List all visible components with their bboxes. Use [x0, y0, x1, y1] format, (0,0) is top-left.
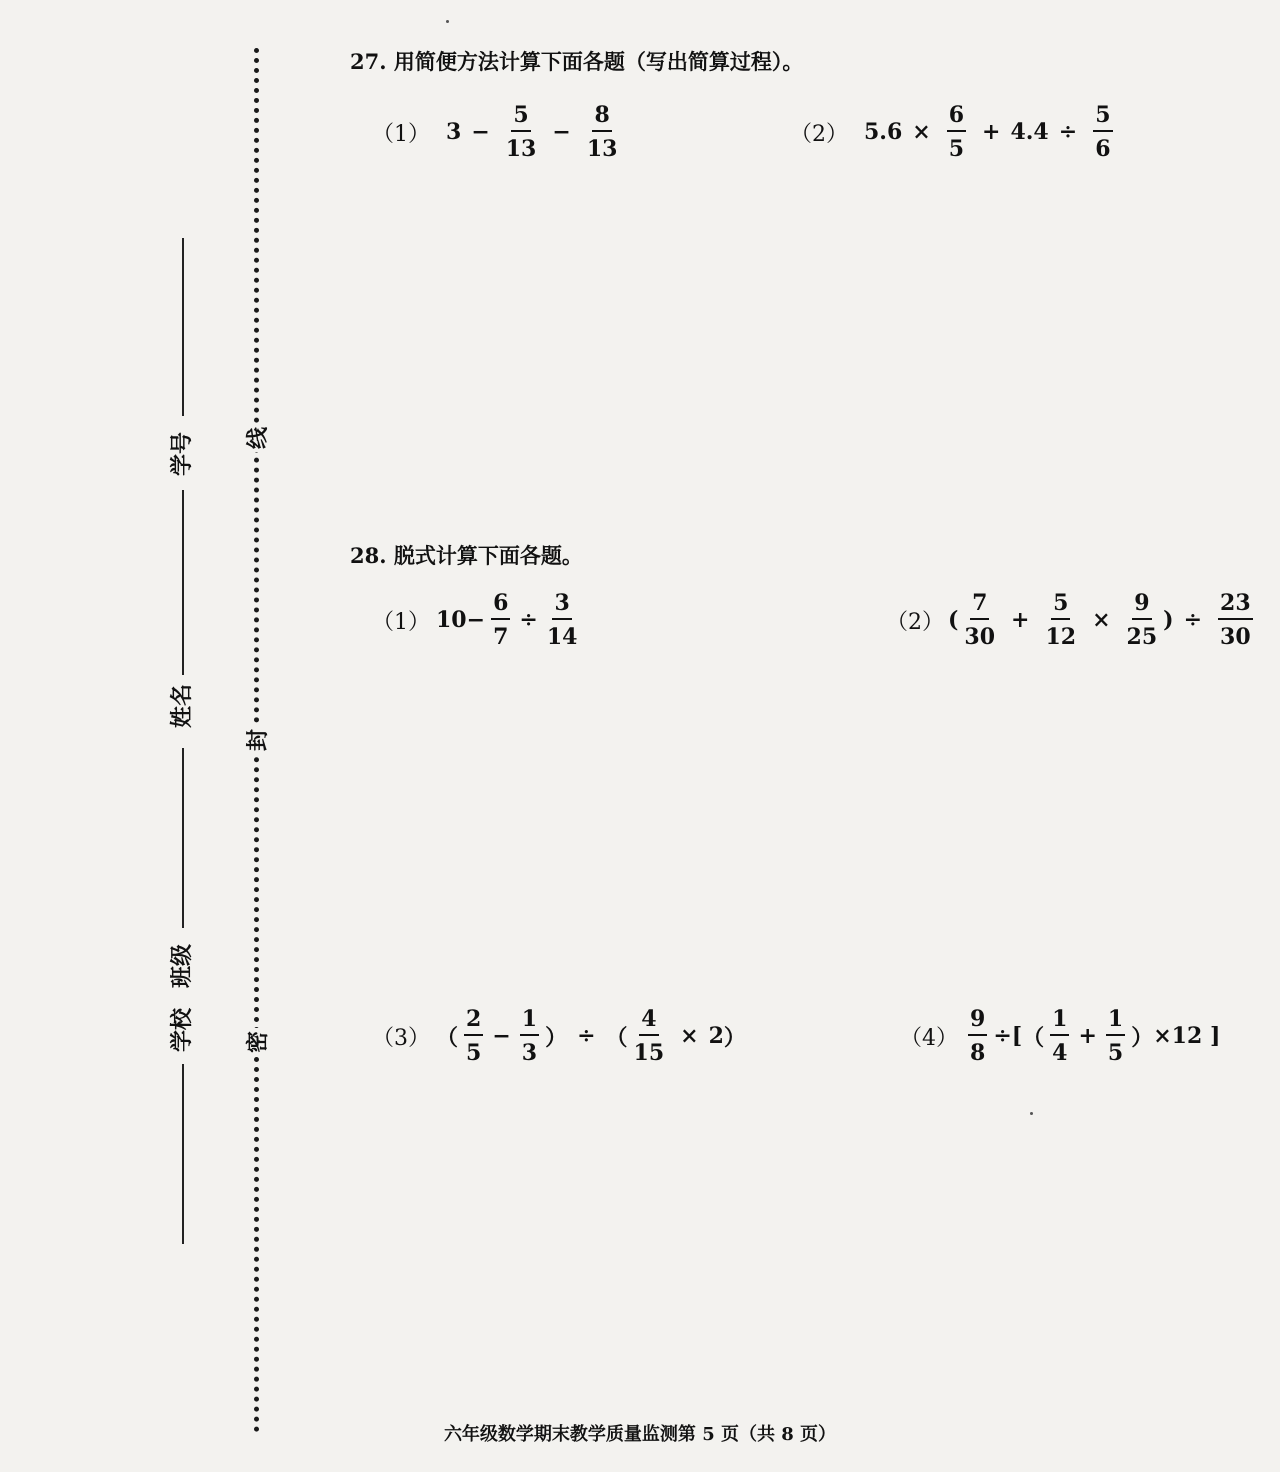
- q27-title: 27. 用简便方法计算下面各题（写出简算过程）。: [350, 49, 804, 74]
- numerator: 5: [511, 104, 530, 132]
- school-label: 学校: [169, 1008, 195, 1053]
- open-paren: （: [605, 1024, 628, 1051]
- q28-problem-2: [886, 592, 1259, 648]
- problem-label: （3）: [372, 1025, 430, 1051]
- numerator: 5: [1051, 592, 1070, 620]
- fraction: [491, 592, 510, 648]
- numerator: 1: [1050, 1008, 1069, 1036]
- denominator: 5: [466, 1040, 482, 1066]
- numerator: 5: [1093, 104, 1112, 132]
- seal-char-secret: 密: [244, 1028, 272, 1056]
- plus-operator: +: [982, 119, 1001, 145]
- problem-label: （4）: [900, 1025, 958, 1051]
- close-paren: ）: [545, 1024, 568, 1051]
- fraction: [1050, 1008, 1069, 1064]
- denominator: 25: [1126, 624, 1158, 650]
- problem-label: （2）: [886, 609, 944, 635]
- numerator: 3: [552, 592, 571, 620]
- fraction: [506, 104, 537, 160]
- problem-label: （1）: [372, 609, 430, 635]
- divide-operator: ÷: [577, 1023, 596, 1049]
- page-footer: 六年级数学期末教学质量监测第 5 页（共 8 页）: [443, 1424, 837, 1445]
- seal-char-seal: 封: [244, 726, 272, 754]
- denominator: 14: [546, 624, 578, 650]
- denominator: 3: [521, 1040, 538, 1066]
- fraction: [1127, 592, 1158, 648]
- denominator: 13: [586, 136, 618, 162]
- minus-operator: −: [471, 119, 490, 145]
- denominator: 8: [970, 1040, 986, 1066]
- number: 5.6: [864, 119, 903, 145]
- name-blank[interactable]: [182, 490, 184, 675]
- close-paren: ）: [1131, 1024, 1154, 1051]
- denominator: 5: [948, 136, 965, 162]
- fraction: [947, 104, 966, 160]
- numerator: 1: [1106, 1008, 1125, 1036]
- denominator: 12: [1045, 624, 1077, 650]
- times-operator: ×: [680, 1023, 699, 1049]
- q28-title: 28. 脱式计算下面各题。: [350, 543, 583, 568]
- numerator: 7: [970, 592, 989, 620]
- numerator: 2: [464, 1008, 483, 1036]
- plus-operator: +: [1011, 607, 1030, 633]
- q27-problem-1: [372, 104, 623, 160]
- fraction: [547, 592, 578, 648]
- q27-problem-2: [790, 104, 1119, 160]
- number: 2: [708, 1023, 724, 1049]
- plus-operator: +: [1078, 1023, 1097, 1049]
- fraction: [1093, 104, 1112, 160]
- times-operator: ×: [1092, 607, 1111, 633]
- fraction: [1045, 592, 1076, 648]
- open-paren: （: [436, 1024, 459, 1051]
- minus-operator: −: [552, 119, 571, 145]
- class-blank[interactable]: [182, 748, 184, 928]
- fraction: [1218, 592, 1253, 648]
- student-id-blank[interactable]: [182, 238, 184, 416]
- number: 4.4: [1010, 119, 1049, 145]
- number: 10−: [436, 607, 486, 633]
- open-paren: （: [1022, 1024, 1045, 1051]
- fraction: [634, 1008, 665, 1064]
- numerator: 23: [1218, 592, 1253, 620]
- divide-operator: ÷: [1058, 119, 1078, 145]
- denominator: 30: [964, 624, 996, 650]
- numerator: 9: [1132, 592, 1151, 620]
- denominator: 13: [505, 136, 537, 162]
- problem-label: （1）: [372, 121, 430, 147]
- fraction: [1106, 1008, 1125, 1064]
- divide-operator: ÷: [1183, 607, 1203, 633]
- close-paren: ): [1163, 607, 1174, 633]
- times-twelve-bracket: ×12 ]: [1153, 1023, 1221, 1049]
- divide-bracket: ÷[: [993, 1023, 1023, 1049]
- denominator: 4: [1052, 1040, 1068, 1066]
- close-paren: ）: [723, 1024, 746, 1051]
- problem-label: （2）: [790, 121, 848, 147]
- scan-speck: [446, 20, 449, 23]
- seal-char-line: 线: [244, 424, 272, 452]
- fraction: [587, 104, 618, 160]
- denominator: 15: [633, 1040, 665, 1066]
- numerator: 4: [639, 1008, 658, 1036]
- open-paren: (: [948, 607, 959, 633]
- denominator: 7: [493, 624, 509, 650]
- q28-problem-3: [372, 1008, 746, 1064]
- fraction: [968, 1008, 987, 1064]
- q28-problem-1: [372, 592, 583, 648]
- numerator: 6: [491, 592, 510, 620]
- minus-operator: −: [492, 1023, 511, 1049]
- divide-operator: ÷: [519, 607, 538, 633]
- numerator: 8: [592, 104, 611, 132]
- denominator: 30: [1220, 624, 1251, 650]
- fraction: [964, 592, 995, 648]
- scan-speck: [1030, 1112, 1033, 1115]
- denominator: 6: [1095, 136, 1111, 162]
- student-id-label: 学号: [169, 432, 195, 477]
- numerator: 9: [968, 1008, 987, 1036]
- number: 3: [446, 119, 462, 145]
- q28-problem-4: [900, 1008, 1220, 1064]
- fraction: [520, 1008, 539, 1064]
- numerator: 1: [520, 1008, 539, 1036]
- class-label: 班级: [169, 944, 195, 989]
- fraction: [464, 1008, 483, 1064]
- name-label: 姓名: [169, 684, 195, 729]
- school-blank[interactable]: [182, 1064, 184, 1244]
- denominator: 5: [1107, 1040, 1124, 1066]
- numerator: 6: [947, 104, 966, 132]
- times-operator: ×: [912, 119, 931, 145]
